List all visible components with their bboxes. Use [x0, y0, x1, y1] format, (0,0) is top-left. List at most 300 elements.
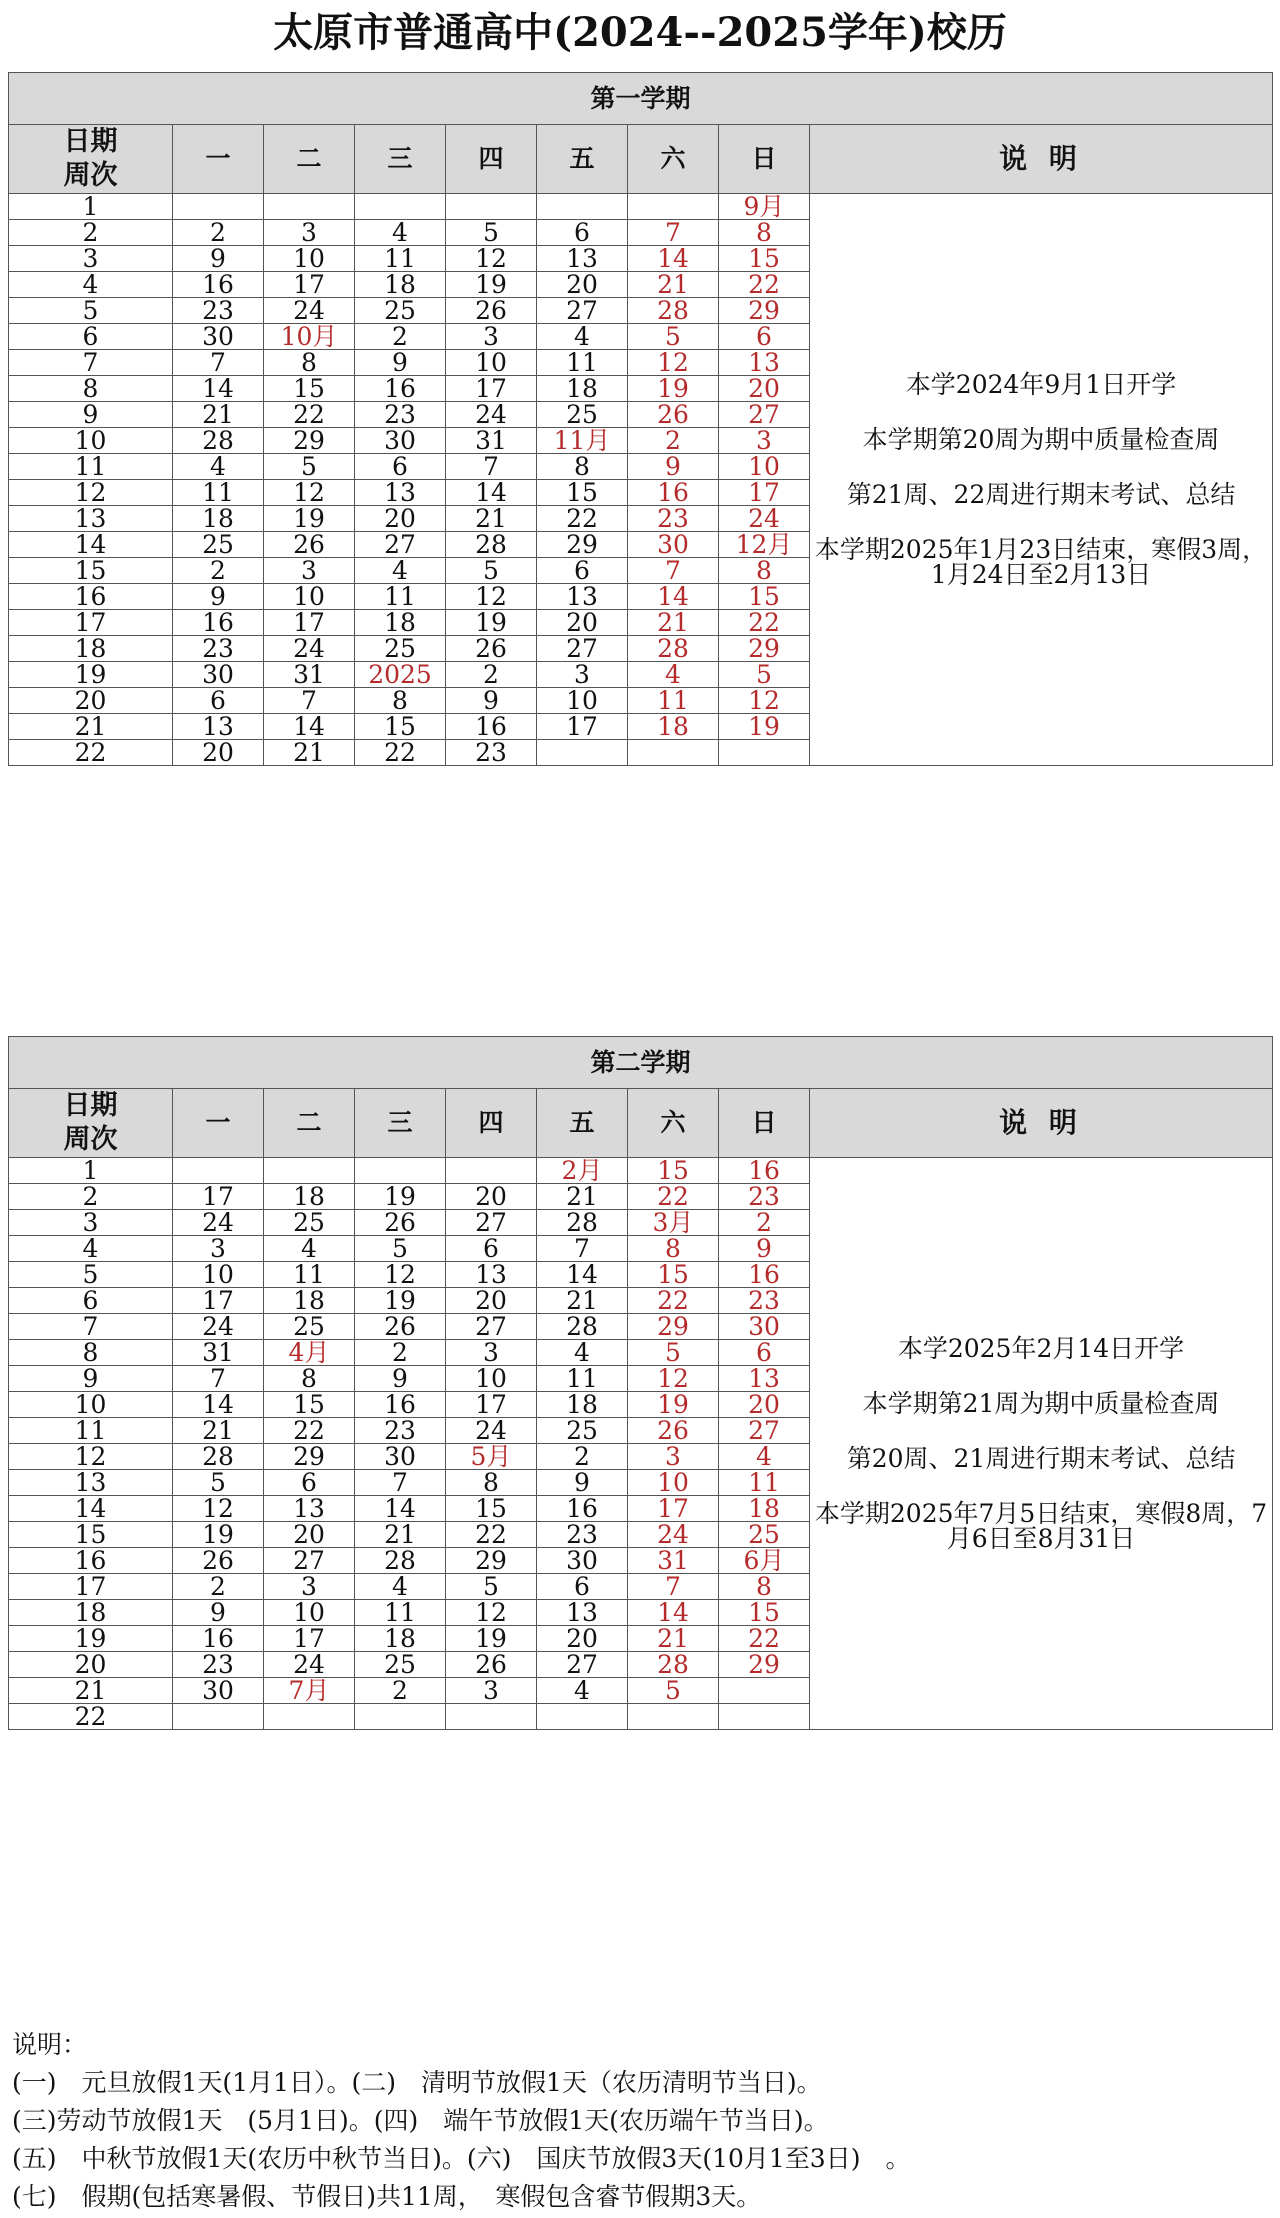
weekday-header: 五 [537, 1089, 628, 1158]
date-cell: 19 [628, 375, 719, 401]
date-cell: 3 [173, 1235, 264, 1261]
header-row [9, 1089, 1273, 1158]
date-cell: 9 [719, 1235, 810, 1261]
weekday-header: 六 [628, 1089, 719, 1158]
weekday-header: 一 [173, 125, 264, 194]
date-cell: 15 [537, 479, 628, 505]
date-cell: 2 [173, 1573, 264, 1599]
date-cell: 29 [719, 297, 810, 323]
week-number-cell: 6 [9, 323, 173, 349]
date-cell: 4 [537, 323, 628, 349]
week-number-cell: 12 [9, 479, 173, 505]
date-cell: 3 [446, 1339, 537, 1365]
date-cell: 9 [173, 1599, 264, 1625]
week-number-cell: 1 [9, 193, 173, 219]
date-cell: 8 [264, 1365, 355, 1391]
date-cell: 12 [173, 1495, 264, 1521]
corner-date-label: 日期 [63, 126, 118, 157]
date-cell: 21 [537, 1287, 628, 1313]
semester-notes [810, 1157, 1273, 1729]
date-cell: 19 [719, 713, 810, 739]
date-cell [719, 1677, 810, 1703]
date-cell: 31 [446, 427, 537, 453]
date-cell: 7 [173, 1365, 264, 1391]
date-cell: 27 [446, 1209, 537, 1235]
date-cell: 28 [537, 1209, 628, 1235]
week-number-cell: 16 [9, 583, 173, 609]
date-cell: 27 [446, 1313, 537, 1339]
date-cell: 9 [628, 453, 719, 479]
date-cell: 7月 [264, 1677, 355, 1703]
week-row [9, 1157, 1273, 1183]
date-cell: 12 [264, 479, 355, 505]
date-cell: 7 [264, 687, 355, 713]
week-number-cell: 7 [9, 349, 173, 375]
date-cell: 16 [628, 479, 719, 505]
date-cell: 12 [355, 1261, 446, 1287]
date-cell: 6 [264, 1469, 355, 1495]
week-number-cell: 7 [9, 1313, 173, 1339]
date-cell: 20 [719, 375, 810, 401]
date-cell: 24 [719, 505, 810, 531]
date-cell: 23 [719, 1287, 810, 1313]
date-cell: 7 [628, 219, 719, 245]
date-cell: 13 [355, 479, 446, 505]
date-cell: 3 [446, 323, 537, 349]
date-cell: 10 [264, 1599, 355, 1625]
date-cell: 24 [173, 1209, 264, 1235]
date-cell: 8 [719, 557, 810, 583]
semester-title: 第一学期 [9, 73, 1273, 125]
date-cell: 10 [446, 1365, 537, 1391]
date-cell: 2 [628, 427, 719, 453]
date-cell: 14 [173, 375, 264, 401]
date-cell: 11 [355, 245, 446, 271]
date-cell: 28 [537, 1313, 628, 1339]
date-cell: 23 [173, 1651, 264, 1677]
date-cell: 26 [264, 531, 355, 557]
date-cell: 2月 [537, 1157, 628, 1183]
date-cell: 3 [537, 661, 628, 687]
date-cell: 29 [264, 1443, 355, 1469]
date-cell: 9 [355, 1365, 446, 1391]
date-cell: 25 [355, 297, 446, 323]
weekday-header: 日 [719, 125, 810, 194]
date-cell: 6 [537, 1573, 628, 1599]
date-cell: 14 [355, 1495, 446, 1521]
weekday-header: 日 [719, 1089, 810, 1158]
date-cell: 31 [173, 1339, 264, 1365]
week-number-cell: 16 [9, 1547, 173, 1573]
date-cell: 13 [264, 1495, 355, 1521]
date-cell: 6 [537, 219, 628, 245]
date-cell: 24 [173, 1313, 264, 1339]
week-number-cell: 20 [9, 687, 173, 713]
corner-header [9, 1089, 173, 1158]
date-cell: 23 [173, 635, 264, 661]
week-number-cell: 14 [9, 531, 173, 557]
date-cell: 16 [719, 1157, 810, 1183]
date-cell: 15 [264, 375, 355, 401]
date-cell: 9 [173, 245, 264, 271]
date-cell: 4 [355, 1573, 446, 1599]
date-cell: 27 [537, 1651, 628, 1677]
date-cell: 18 [264, 1183, 355, 1209]
date-cell: 5 [355, 1235, 446, 1261]
date-cell: 30 [537, 1547, 628, 1573]
date-cell: 12 [446, 1599, 537, 1625]
date-cell: 3 [264, 1573, 355, 1599]
weekday-header: 二 [264, 125, 355, 194]
semester-note-line: 本学2025年2月14日开学 [897, 1333, 1185, 1363]
date-cell: 24 [446, 401, 537, 427]
week-number-cell: 8 [9, 375, 173, 401]
date-cell: 25 [537, 1417, 628, 1443]
date-cell: 2025 [355, 661, 446, 687]
date-cell: 21 [264, 739, 355, 765]
date-cell: 3 [628, 1443, 719, 1469]
date-cell [355, 1157, 446, 1183]
date-cell: 11 [355, 583, 446, 609]
date-cell [173, 1157, 264, 1183]
date-cell: 8 [446, 1469, 537, 1495]
date-cell: 22 [628, 1287, 719, 1313]
date-cell: 22 [719, 1625, 810, 1651]
date-cell: 23 [446, 739, 537, 765]
date-cell: 28 [173, 427, 264, 453]
date-cell: 25 [264, 1209, 355, 1235]
week-number-cell: 11 [9, 1417, 173, 1443]
corner-header [9, 125, 173, 194]
date-cell: 2 [355, 1339, 446, 1365]
date-cell: 11月 [537, 427, 628, 453]
date-cell [264, 193, 355, 219]
date-cell: 15 [719, 583, 810, 609]
week-number-cell: 13 [9, 1469, 173, 1495]
date-cell: 15 [355, 713, 446, 739]
date-cell: 7 [173, 349, 264, 375]
date-cell: 5 [628, 1677, 719, 1703]
date-cell [628, 739, 719, 765]
semester-title-row [9, 1037, 1273, 1089]
date-cell: 14 [628, 1599, 719, 1625]
date-cell [446, 193, 537, 219]
date-cell: 16 [446, 713, 537, 739]
date-cell: 19 [446, 1625, 537, 1651]
date-cell: 12 [446, 583, 537, 609]
date-cell: 8 [355, 687, 446, 713]
footer-line: (七) 假期(包括寒暑假、节假日)共11周， 寒假包含睿节假期3天。 [12, 2182, 762, 2211]
date-cell: 5 [628, 1339, 719, 1365]
date-cell: 23 [719, 1183, 810, 1209]
date-cell: 18 [173, 505, 264, 531]
date-cell: 30 [173, 1677, 264, 1703]
date-cell: 24 [446, 1417, 537, 1443]
date-cell: 12 [628, 349, 719, 375]
date-cell: 31 [628, 1547, 719, 1573]
date-cell: 9 [537, 1469, 628, 1495]
week-number-cell: 22 [9, 739, 173, 765]
date-cell: 27 [537, 635, 628, 661]
date-cell: 15 [719, 1599, 810, 1625]
date-cell: 17 [628, 1495, 719, 1521]
date-cell: 22 [264, 1417, 355, 1443]
date-cell: 29 [537, 531, 628, 557]
week-number-cell: 10 [9, 1391, 173, 1417]
date-cell: 30 [719, 1313, 810, 1339]
semester-title: 第二学期 [9, 1037, 1273, 1089]
date-cell: 2 [355, 1677, 446, 1703]
date-cell: 20 [537, 609, 628, 635]
date-cell: 22 [446, 1521, 537, 1547]
date-cell: 20 [719, 1391, 810, 1417]
week-number-cell: 18 [9, 1599, 173, 1625]
date-cell: 6 [719, 1339, 810, 1365]
date-cell: 16 [719, 1261, 810, 1287]
date-cell: 10 [173, 1261, 264, 1287]
date-cell [446, 1157, 537, 1183]
date-cell: 4 [264, 1235, 355, 1261]
semester-note-line: 本学期2025年1月23日结束，寒假3周，1月24日至2月13日 [814, 534, 1268, 589]
date-cell: 13 [719, 349, 810, 375]
page-title: 太原市普通高中(2024--2025学年)校历 [273, 9, 1007, 56]
date-cell: 19 [355, 1287, 446, 1313]
date-cell: 21 [173, 1417, 264, 1443]
date-cell: 29 [719, 635, 810, 661]
date-cell: 26 [628, 1417, 719, 1443]
date-cell: 26 [355, 1313, 446, 1339]
date-cell: 6 [537, 557, 628, 583]
date-cell: 4 [173, 453, 264, 479]
date-cell: 14 [264, 713, 355, 739]
weekday-header: 五 [537, 125, 628, 194]
date-cell: 15 [628, 1157, 719, 1183]
date-cell: 21 [173, 401, 264, 427]
note-header: 说 明 [810, 125, 1273, 194]
week-number-cell: 2 [9, 1183, 173, 1209]
date-cell: 6 [355, 453, 446, 479]
date-cell: 3 [264, 557, 355, 583]
date-cell: 4 [355, 557, 446, 583]
date-cell: 2 [537, 1443, 628, 1469]
date-cell: 11 [173, 479, 264, 505]
date-cell [537, 1703, 628, 1729]
weekday-header: 六 [628, 125, 719, 194]
footer-line: (三)劳动节放假1天 (5月1日)。(四) 端午节放假1天(农历端午节当日)。 [12, 2106, 829, 2135]
date-cell [446, 1703, 537, 1729]
date-cell: 2 [446, 661, 537, 687]
week-number-cell: 17 [9, 609, 173, 635]
date-cell: 3 [446, 1677, 537, 1703]
date-cell: 16 [355, 1391, 446, 1417]
date-cell: 21 [446, 505, 537, 531]
week-number-cell: 14 [9, 1495, 173, 1521]
date-cell: 2 [173, 557, 264, 583]
week-number-cell: 9 [9, 1365, 173, 1391]
date-cell: 16 [173, 609, 264, 635]
week-number-cell: 3 [9, 245, 173, 271]
week-number-cell: 2 [9, 219, 173, 245]
date-cell: 31 [264, 661, 355, 687]
date-cell: 21 [537, 1183, 628, 1209]
date-cell: 12 [628, 1365, 719, 1391]
date-cell: 20 [446, 1287, 537, 1313]
date-cell: 10 [537, 687, 628, 713]
week-number-cell: 3 [9, 1209, 173, 1235]
date-cell: 13 [537, 245, 628, 271]
date-cell: 10月 [264, 323, 355, 349]
date-cell: 15 [628, 1261, 719, 1287]
date-cell: 18 [537, 375, 628, 401]
date-cell: 14 [537, 1261, 628, 1287]
week-number-cell: 22 [9, 1703, 173, 1729]
date-cell: 18 [719, 1495, 810, 1521]
date-cell: 26 [355, 1209, 446, 1235]
date-cell: 24 [264, 1651, 355, 1677]
date-cell: 7 [628, 557, 719, 583]
semester-note-line: 第21周、22周进行期末考试、总结 [846, 479, 1236, 509]
date-cell: 21 [628, 1625, 719, 1651]
corner-week-label: 周次 [63, 1123, 118, 1155]
week-number-cell: 15 [9, 557, 173, 583]
date-cell: 24 [264, 635, 355, 661]
date-cell: 18 [628, 713, 719, 739]
week-number-cell: 21 [9, 1677, 173, 1703]
week-number-cell: 18 [9, 635, 173, 661]
date-cell: 11 [264, 1261, 355, 1287]
date-cell: 20 [264, 1521, 355, 1547]
semester-note-line: 本学2024年9月1日开学 [905, 369, 1177, 399]
semester-2-table [8, 1036, 1273, 1730]
date-cell: 3 [264, 219, 355, 245]
weekday-header: 四 [446, 1089, 537, 1158]
date-cell: 16 [173, 1625, 264, 1651]
date-cell: 7 [537, 1235, 628, 1261]
semester-1-table [8, 72, 1273, 766]
date-cell: 5 [719, 661, 810, 687]
date-cell: 5月 [446, 1443, 537, 1469]
date-cell [719, 1703, 810, 1729]
date-cell: 12 [719, 687, 810, 713]
date-cell: 17 [446, 375, 537, 401]
date-cell: 9 [355, 349, 446, 375]
date-cell [537, 193, 628, 219]
date-cell: 25 [537, 401, 628, 427]
date-cell: 10 [264, 583, 355, 609]
date-cell: 30 [355, 427, 446, 453]
date-cell: 19 [446, 609, 537, 635]
date-cell: 29 [628, 1313, 719, 1339]
date-cell: 5 [628, 323, 719, 349]
date-cell [628, 1703, 719, 1729]
week-number-cell: 20 [9, 1651, 173, 1677]
date-cell: 8 [537, 453, 628, 479]
date-cell: 26 [446, 1651, 537, 1677]
date-cell: 9 [446, 687, 537, 713]
date-cell: 18 [264, 1287, 355, 1313]
week-row [9, 193, 1273, 219]
weekday-header: 四 [446, 125, 537, 194]
date-cell: 22 [628, 1183, 719, 1209]
date-cell [355, 1703, 446, 1729]
weekday-header: 三 [355, 125, 446, 194]
date-cell: 17 [446, 1391, 537, 1417]
date-cell: 29 [264, 427, 355, 453]
date-cell: 6月 [719, 1547, 810, 1573]
footer-line: (一) 元旦放假1天(1月1日）。(二) 清明节放假1天（农历清明节当日)。 [12, 2068, 822, 2097]
date-cell [173, 193, 264, 219]
date-cell: 14 [628, 245, 719, 271]
date-cell: 25 [264, 1313, 355, 1339]
date-cell: 22 [537, 505, 628, 531]
footer-heading: 说明： [12, 2030, 88, 2059]
date-cell [264, 1703, 355, 1729]
date-cell: 15 [446, 1495, 537, 1521]
date-cell: 8 [628, 1235, 719, 1261]
date-cell: 21 [355, 1521, 446, 1547]
week-number-cell: 8 [9, 1339, 173, 1365]
date-cell: 11 [628, 687, 719, 713]
date-cell: 24 [264, 297, 355, 323]
week-number-cell: 19 [9, 1625, 173, 1651]
date-cell: 7 [628, 1573, 719, 1599]
date-cell: 17 [537, 713, 628, 739]
date-cell: 19 [264, 505, 355, 531]
date-cell: 10 [264, 245, 355, 271]
date-cell [264, 1157, 355, 1183]
date-cell: 28 [628, 1651, 719, 1677]
date-cell: 27 [537, 297, 628, 323]
date-cell: 5 [264, 453, 355, 479]
date-cell: 30 [628, 531, 719, 557]
date-cell: 26 [446, 635, 537, 661]
date-cell: 13 [446, 1261, 537, 1287]
date-cell: 6 [719, 323, 810, 349]
date-cell: 10 [719, 453, 810, 479]
date-cell: 16 [537, 1495, 628, 1521]
date-cell: 5 [446, 219, 537, 245]
date-cell: 23 [355, 1417, 446, 1443]
weekday-header: 二 [264, 1089, 355, 1158]
date-cell: 5 [446, 557, 537, 583]
week-number-cell: 1 [9, 1157, 173, 1183]
date-cell: 20 [173, 739, 264, 765]
semester-note-line: 本学期第21周为期中质量检查周 [862, 1388, 1220, 1418]
date-cell: 4 [537, 1339, 628, 1365]
date-cell: 14 [173, 1391, 264, 1417]
date-cell: 19 [446, 271, 537, 297]
date-cell: 10 [628, 1469, 719, 1495]
semester-note-line: 第20周、21周进行期末考试、总结 [846, 1443, 1236, 1473]
date-cell: 26 [446, 297, 537, 323]
date-cell: 11 [537, 1365, 628, 1391]
corner-week-label: 周次 [63, 159, 118, 191]
date-cell: 13 [537, 583, 628, 609]
date-cell: 4 [719, 1443, 810, 1469]
week-number-cell: 21 [9, 713, 173, 739]
date-cell: 25 [719, 1521, 810, 1547]
date-cell: 18 [537, 1391, 628, 1417]
date-cell: 28 [628, 297, 719, 323]
week-number-cell: 17 [9, 1573, 173, 1599]
date-cell: 17 [264, 271, 355, 297]
date-cell: 23 [355, 401, 446, 427]
date-cell: 20 [355, 505, 446, 531]
date-cell: 20 [537, 1625, 628, 1651]
date-cell: 27 [355, 531, 446, 557]
date-cell: 18 [355, 609, 446, 635]
date-cell: 30 [355, 1443, 446, 1469]
